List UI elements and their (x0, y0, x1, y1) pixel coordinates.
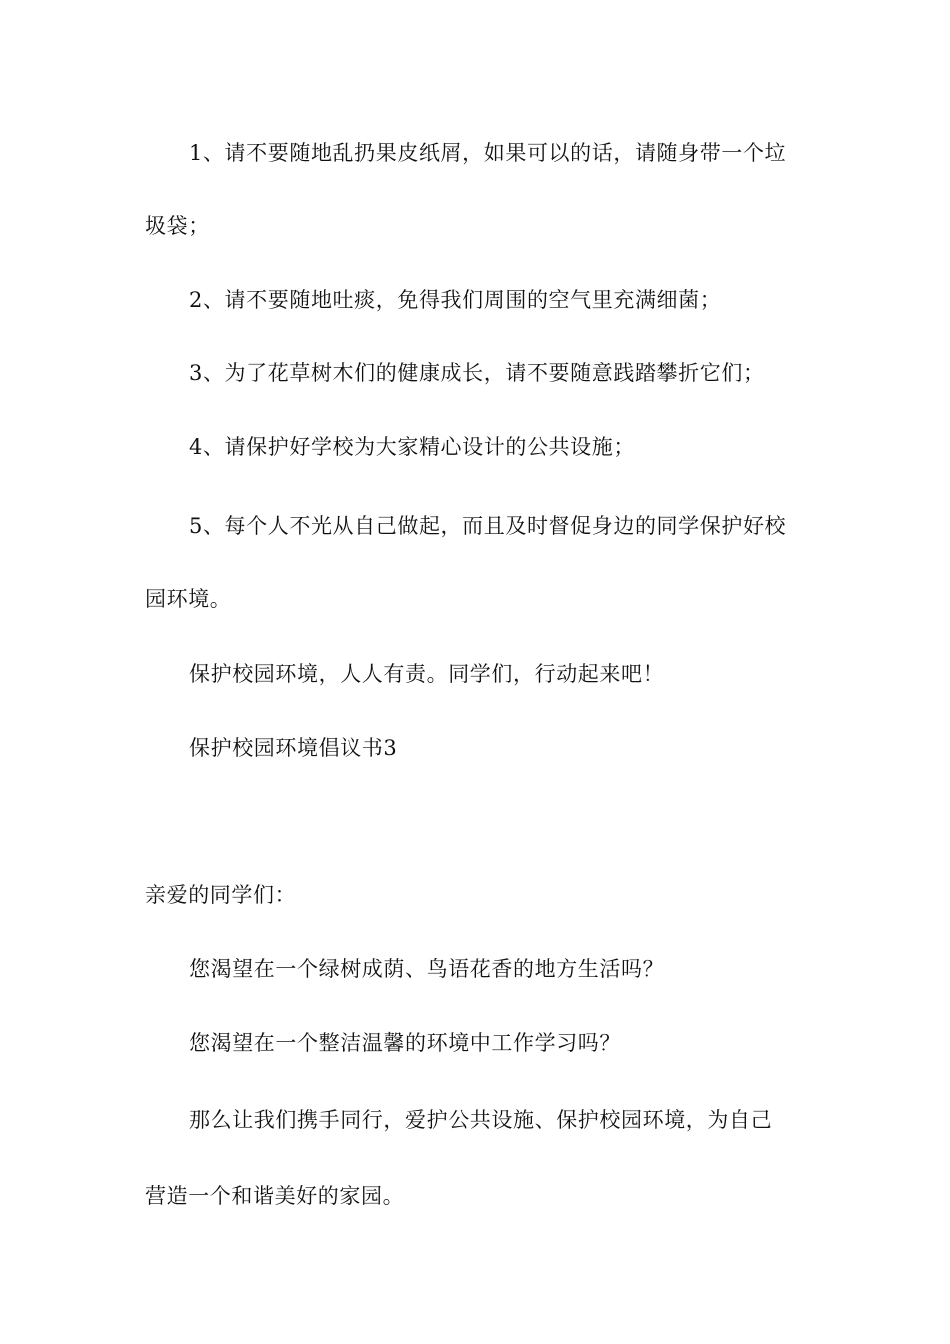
item-5-line-2: 园环境。 (145, 587, 232, 611)
item-3: 3、为了花草树木们的健康成长，请不要随意践踏攀折它们； (189, 361, 765, 385)
section-title: 保护校园环境倡议书3 (189, 736, 398, 760)
closing-slogan: 保护校园环境，人人有责。同学们，行动起来吧！ (189, 662, 665, 686)
item-1-line-2: 圾袋； (145, 214, 210, 238)
question-2: 您渴望在一个整洁温馨的环境中工作学习吗？ (189, 1031, 621, 1055)
appeal-line-2: 营造一个和谐美好的家园。 (145, 1184, 405, 1208)
item-2: 2、请不要随地吐痰，免得我们周围的空气里充满细菌； (189, 288, 722, 312)
item-5-line-1: 5、每个人不光从自己做起，而且及时督促身边的同学保护好校 (189, 514, 787, 538)
question-1: 您渴望在一个绿树成荫、鸟语花香的地方生活吗？ (189, 957, 665, 981)
item-1-line-1: 1、请不要随地乱扔果皮纸屑，如果可以的话，请随身带一个垃 (189, 141, 787, 165)
salutation: 亲爱的同学们： (145, 883, 297, 907)
item-4: 4、请保护好学校为大家精心设计的公共设施； (189, 435, 635, 459)
appeal-line-1: 那么让我们携手同行，爱护公共设施、保护校园环境，为自己 (189, 1108, 773, 1132)
